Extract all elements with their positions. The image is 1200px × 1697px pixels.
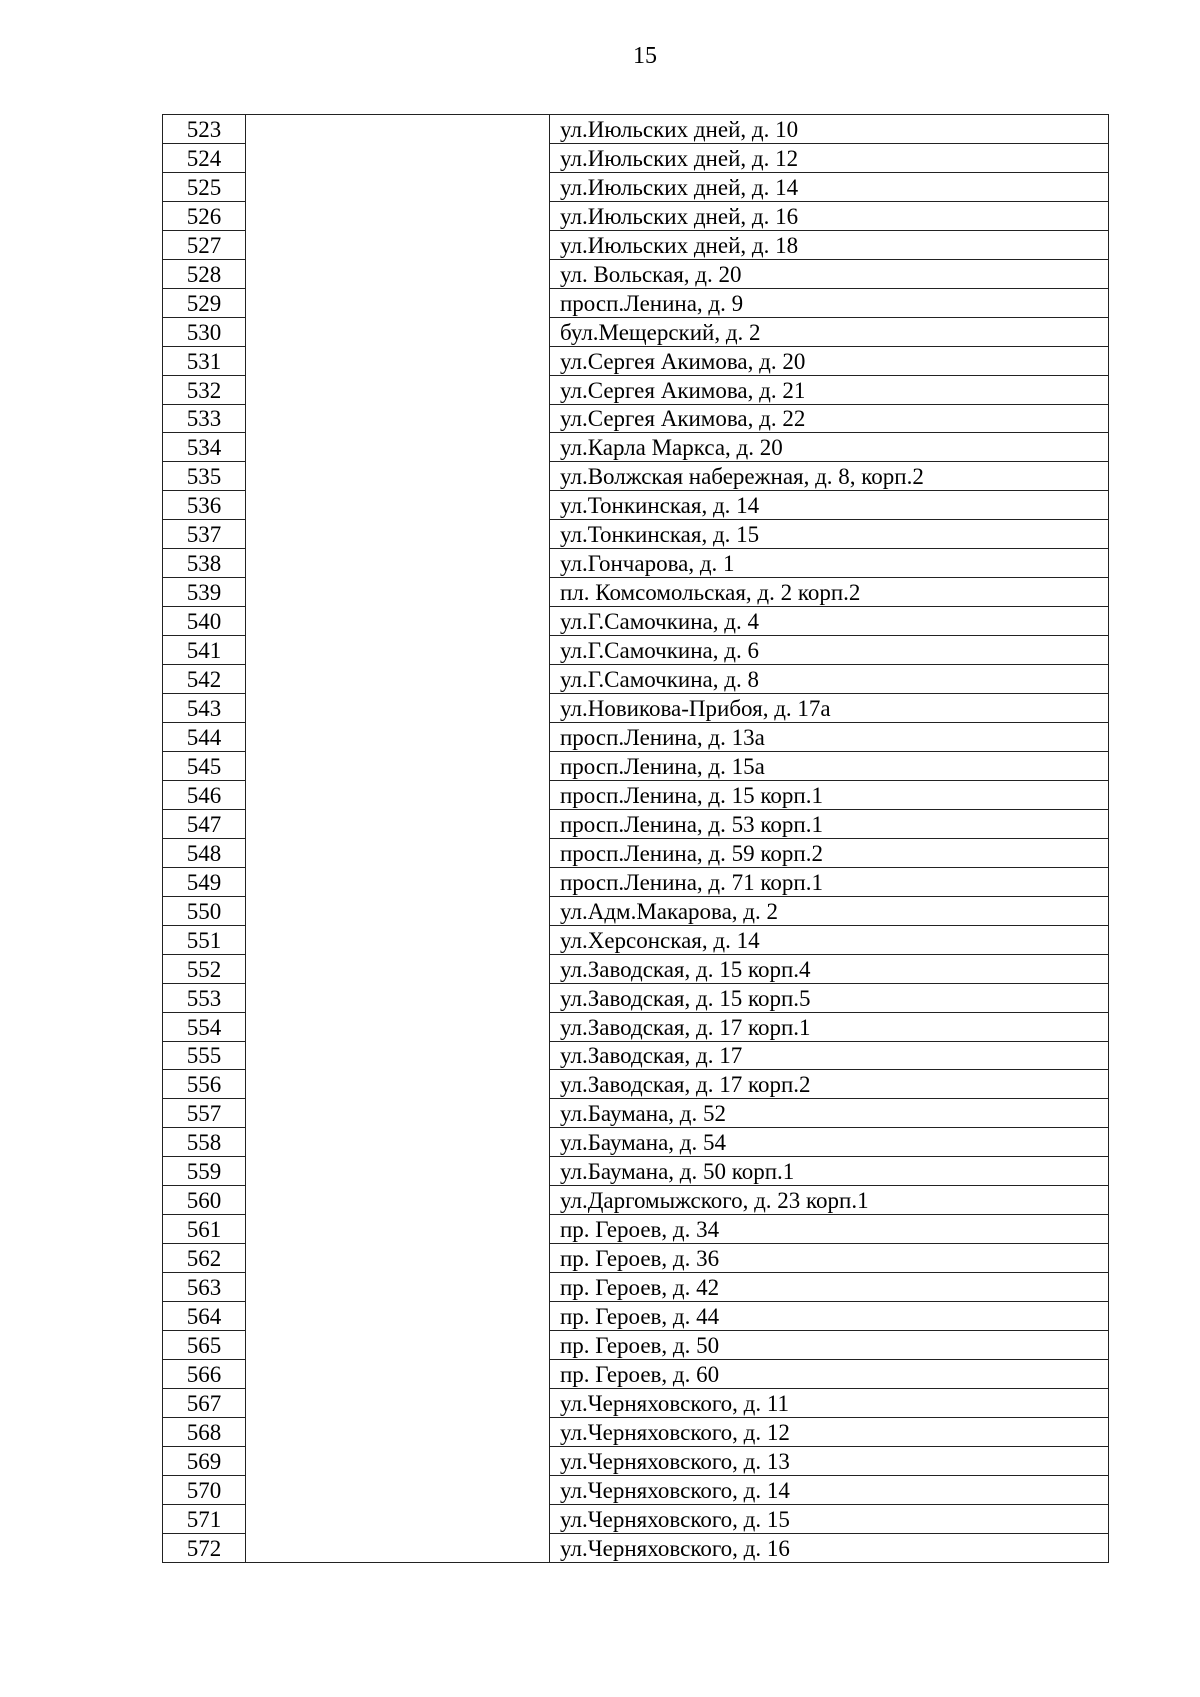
- row-number-cell: 568: [163, 1417, 246, 1446]
- empty-middle-cell: [246, 462, 550, 491]
- empty-middle-cell: [246, 1215, 550, 1244]
- table-row: [163, 375, 1109, 404]
- row-number-cell: 537: [163, 520, 246, 549]
- address-cell: ул.Г.Самочкина, д. 6: [550, 636, 1109, 665]
- address-cell: просп.Ленина, д. 15 корп.1: [550, 780, 1109, 809]
- empty-middle-cell: [246, 259, 550, 288]
- table-row: [163, 578, 1109, 607]
- address-cell: ул.Сергея Акимова, д. 22: [550, 404, 1109, 433]
- row-number-cell: 535: [163, 462, 246, 491]
- row-number-cell: 556: [163, 1070, 246, 1099]
- row-number-cell: 548: [163, 838, 246, 867]
- row-number-cell: 526: [163, 201, 246, 230]
- row-number-cell: 559: [163, 1157, 246, 1186]
- row-number-cell: 565: [163, 1331, 246, 1360]
- table-row: [163, 491, 1109, 520]
- table-row: [163, 230, 1109, 259]
- address-cell: ул.Адм.Макарова, д. 2: [550, 896, 1109, 925]
- address-cell: ул.Июльских дней, д. 16: [550, 201, 1109, 230]
- address-cell: ул.Тонкинская, д. 14: [550, 491, 1109, 520]
- address-cell: просп.Ленина, д. 9: [550, 288, 1109, 317]
- row-number-cell: 528: [163, 259, 246, 288]
- row-number-cell: 541: [163, 636, 246, 665]
- empty-middle-cell: [246, 983, 550, 1012]
- address-cell: просп.Ленина, д. 15а: [550, 751, 1109, 780]
- address-cell: просп.Ленина, д. 71 корп.1: [550, 867, 1109, 896]
- row-number-cell: 524: [163, 143, 246, 172]
- empty-middle-cell: [246, 1070, 550, 1099]
- address-cell: ул.Г.Самочкина, д. 8: [550, 665, 1109, 694]
- row-number-cell: 523: [163, 115, 246, 144]
- empty-middle-cell: [246, 317, 550, 346]
- address-cell: ул.Баумана, д. 52: [550, 1099, 1109, 1128]
- row-number-cell: 536: [163, 491, 246, 520]
- row-number-cell: 562: [163, 1244, 246, 1273]
- table-row: [163, 867, 1109, 896]
- table-row: [163, 1128, 1109, 1157]
- empty-middle-cell: [246, 115, 550, 144]
- row-number-cell: 529: [163, 288, 246, 317]
- table-row: [163, 346, 1109, 375]
- table-row: [163, 259, 1109, 288]
- table-row: [163, 288, 1109, 317]
- empty-middle-cell: [246, 549, 550, 578]
- table-row: [163, 636, 1109, 665]
- row-number-cell: 566: [163, 1359, 246, 1388]
- row-number-cell: 571: [163, 1504, 246, 1533]
- row-number-cell: 527: [163, 230, 246, 259]
- row-number-cell: 542: [163, 665, 246, 694]
- empty-middle-cell: [246, 636, 550, 665]
- address-cell: ул.Июльских дней, д. 18: [550, 230, 1109, 259]
- empty-middle-cell: [246, 607, 550, 636]
- page-number: 15: [633, 43, 657, 69]
- row-number-cell: 563: [163, 1273, 246, 1302]
- empty-middle-cell: [246, 578, 550, 607]
- row-number-cell: 530: [163, 317, 246, 346]
- table-row: [163, 1417, 1109, 1446]
- empty-middle-cell: [246, 1099, 550, 1128]
- table-row: [163, 1273, 1109, 1302]
- table-row: [163, 723, 1109, 752]
- table-row: [163, 172, 1109, 201]
- address-cell: пр. Героев, д. 44: [550, 1302, 1109, 1331]
- row-number-cell: 569: [163, 1446, 246, 1475]
- address-cell: ул.Баумана, д. 54: [550, 1128, 1109, 1157]
- empty-middle-cell: [246, 230, 550, 259]
- table-row: [163, 983, 1109, 1012]
- address-cell: ул.Г.Самочкина, д. 4: [550, 607, 1109, 636]
- address-cell: ул.Тонкинская, д. 15: [550, 520, 1109, 549]
- table-row: [163, 1388, 1109, 1417]
- row-number-cell: 558: [163, 1128, 246, 1157]
- address-cell: ул.Черняховского, д. 12: [550, 1417, 1109, 1446]
- empty-middle-cell: [246, 780, 550, 809]
- address-cell: ул.Сергея Акимова, д. 21: [550, 375, 1109, 404]
- address-cell: ул.Карла Маркса, д. 20: [550, 433, 1109, 462]
- empty-middle-cell: [246, 896, 550, 925]
- empty-middle-cell: [246, 665, 550, 694]
- row-number-cell: 525: [163, 172, 246, 201]
- table-row: [163, 1359, 1109, 1388]
- table-row: [163, 1070, 1109, 1099]
- table-row: [163, 1099, 1109, 1128]
- row-number-cell: 561: [163, 1215, 246, 1244]
- table-row: [163, 1186, 1109, 1215]
- table-row: [163, 549, 1109, 578]
- empty-middle-cell: [246, 172, 550, 201]
- row-number-cell: 533: [163, 404, 246, 433]
- empty-middle-cell: [246, 1128, 550, 1157]
- table-row: [163, 896, 1109, 925]
- row-number-cell: 550: [163, 896, 246, 925]
- empty-middle-cell: [246, 1359, 550, 1388]
- empty-middle-cell: [246, 751, 550, 780]
- empty-middle-cell: [246, 520, 550, 549]
- row-number-cell: 534: [163, 433, 246, 462]
- empty-middle-cell: [246, 1186, 550, 1215]
- table-row: [163, 925, 1109, 954]
- table-row: [163, 317, 1109, 346]
- table-row: [163, 1446, 1109, 1475]
- row-number-cell: 538: [163, 549, 246, 578]
- table-row: [163, 780, 1109, 809]
- table-row: [163, 665, 1109, 694]
- empty-middle-cell: [246, 694, 550, 723]
- address-cell: ул.Херсонская, д. 14: [550, 925, 1109, 954]
- row-number-cell: 572: [163, 1533, 246, 1562]
- table-row: [163, 115, 1109, 144]
- table-row: [163, 607, 1109, 636]
- address-cell: ул.Июльских дней, д. 10: [550, 115, 1109, 144]
- table-row: [163, 954, 1109, 983]
- table-row: [163, 838, 1109, 867]
- address-cell: ул.Черняховского, д. 11: [550, 1388, 1109, 1417]
- row-number-cell: 531: [163, 346, 246, 375]
- empty-middle-cell: [246, 723, 550, 752]
- row-number-cell: 544: [163, 723, 246, 752]
- row-number-cell: 545: [163, 751, 246, 780]
- empty-middle-cell: [246, 809, 550, 838]
- empty-middle-cell: [246, 1504, 550, 1533]
- table-row: [163, 1302, 1109, 1331]
- empty-middle-cell: [246, 954, 550, 983]
- row-number-cell: 555: [163, 1041, 246, 1070]
- address-cell: ул.Сергея Акимова, д. 20: [550, 346, 1109, 375]
- address-cell: пр. Героев, д. 60: [550, 1359, 1109, 1388]
- row-number-cell: 540: [163, 607, 246, 636]
- row-number-cell: 564: [163, 1302, 246, 1331]
- empty-middle-cell: [246, 1533, 550, 1562]
- address-cell: ул.Баумана, д. 50 корп.1: [550, 1157, 1109, 1186]
- address-cell: ул.Заводская, д. 15 корп.5: [550, 983, 1109, 1012]
- empty-middle-cell: [246, 1157, 550, 1186]
- empty-middle-cell: [246, 143, 550, 172]
- table-row: [163, 1475, 1109, 1504]
- row-number-cell: 557: [163, 1099, 246, 1128]
- table-row: [163, 1504, 1109, 1533]
- row-number-cell: 551: [163, 925, 246, 954]
- row-number-cell: 570: [163, 1475, 246, 1504]
- row-number-cell: 553: [163, 983, 246, 1012]
- empty-middle-cell: [246, 925, 550, 954]
- row-number-cell: 546: [163, 780, 246, 809]
- empty-middle-cell: [246, 867, 550, 896]
- address-cell: пр. Героев, д. 50: [550, 1331, 1109, 1360]
- address-cell: просп.Ленина, д. 13а: [550, 723, 1109, 752]
- address-cell: ул.Черняховского, д. 14: [550, 1475, 1109, 1504]
- table-row: [163, 433, 1109, 462]
- address-cell: бул.Мещерский, д. 2: [550, 317, 1109, 346]
- empty-middle-cell: [246, 1388, 550, 1417]
- address-cell: ул.Заводская, д. 17: [550, 1041, 1109, 1070]
- address-cell: пр. Героев, д. 34: [550, 1215, 1109, 1244]
- empty-middle-cell: [246, 288, 550, 317]
- address-cell: ул.Даргомыжского, д. 23 корп.1: [550, 1186, 1109, 1215]
- empty-middle-cell: [246, 1446, 550, 1475]
- table-row: [163, 1244, 1109, 1273]
- empty-middle-cell: [246, 1331, 550, 1360]
- address-table: [162, 114, 1109, 1563]
- row-number-cell: 543: [163, 694, 246, 723]
- row-number-cell: 532: [163, 375, 246, 404]
- row-number-cell: 547: [163, 809, 246, 838]
- empty-middle-cell: [246, 1475, 550, 1504]
- empty-middle-cell: [246, 1302, 550, 1331]
- table-row: [163, 809, 1109, 838]
- table-row: [163, 751, 1109, 780]
- address-cell: пл. Комсомольская, д. 2 корп.2: [550, 578, 1109, 607]
- row-number-cell: 539: [163, 578, 246, 607]
- empty-middle-cell: [246, 1012, 550, 1041]
- table-row: [163, 1041, 1109, 1070]
- table-row: [163, 1157, 1109, 1186]
- table-row: [163, 1012, 1109, 1041]
- address-cell: пр. Героев, д. 36: [550, 1244, 1109, 1273]
- address-cell: просп.Ленина, д. 59 корп.2: [550, 838, 1109, 867]
- address-cell: ул. Вольская, д. 20: [550, 259, 1109, 288]
- address-cell: пр. Героев, д. 42: [550, 1273, 1109, 1302]
- row-number-cell: 560: [163, 1186, 246, 1215]
- address-cell: ул.Гончарова, д. 1: [550, 549, 1109, 578]
- row-number-cell: 552: [163, 954, 246, 983]
- empty-middle-cell: [246, 375, 550, 404]
- row-number-cell: 549: [163, 867, 246, 896]
- address-cell: ул.Июльских дней, д. 14: [550, 172, 1109, 201]
- address-cell: ул.Июльских дней, д. 12: [550, 143, 1109, 172]
- empty-middle-cell: [246, 491, 550, 520]
- table-row: [163, 462, 1109, 491]
- address-cell: ул.Черняховского, д. 13: [550, 1446, 1109, 1475]
- empty-middle-cell: [246, 1244, 550, 1273]
- table-row: [163, 694, 1109, 723]
- address-cell: ул.Заводская, д. 17 корп.1: [550, 1012, 1109, 1041]
- empty-middle-cell: [246, 346, 550, 375]
- table-row: [163, 1533, 1109, 1562]
- table-row: [163, 143, 1109, 172]
- address-table-body: [163, 115, 1109, 1563]
- address-cell: ул.Заводская, д. 15 корп.4: [550, 954, 1109, 983]
- address-cell: ул.Новикова-Прибоя, д. 17а: [550, 694, 1109, 723]
- table-row: [163, 1215, 1109, 1244]
- row-number-cell: 567: [163, 1388, 246, 1417]
- table-row: [163, 201, 1109, 230]
- empty-middle-cell: [246, 404, 550, 433]
- empty-middle-cell: [246, 1417, 550, 1446]
- address-cell: ул.Волжская набережная, д. 8, корп.2: [550, 462, 1109, 491]
- empty-middle-cell: [246, 433, 550, 462]
- address-cell: ул.Черняховского, д. 16: [550, 1533, 1109, 1562]
- empty-middle-cell: [246, 201, 550, 230]
- empty-middle-cell: [246, 1041, 550, 1070]
- table-row: [163, 404, 1109, 433]
- address-cell: ул.Заводская, д. 17 корп.2: [550, 1070, 1109, 1099]
- table-row: [163, 520, 1109, 549]
- address-cell: ул.Черняховского, д. 15: [550, 1504, 1109, 1533]
- row-number-cell: 554: [163, 1012, 246, 1041]
- table-row: [163, 1331, 1109, 1360]
- empty-middle-cell: [246, 838, 550, 867]
- address-cell: просп.Ленина, д. 53 корп.1: [550, 809, 1109, 838]
- empty-middle-cell: [246, 1273, 550, 1302]
